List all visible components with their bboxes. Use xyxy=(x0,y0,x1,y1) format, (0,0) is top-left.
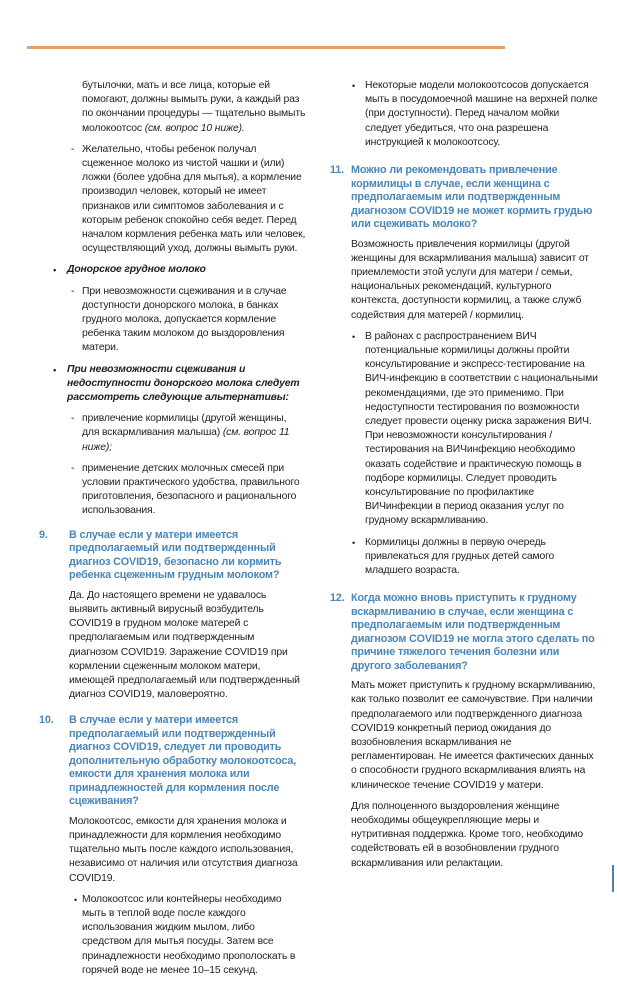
question-number: 9. xyxy=(39,528,48,541)
question-title: В случае если у матери имеется предполагаемый или подтвержденный диагноз COVID19, безопасно ли кормить ребенка сцеженным грудным молоком? xyxy=(69,528,282,582)
question-9-answer: Да. До настоящего времени не удавалось выявить активный вирусный возбудитель COVID19 в грудном молоке матерей с предполагаемым или подтвержденным диагнозом COVID19. Заражение COVID19 при кормлении сцеженным молоком матери, имеющей предполагаемый или подтвержденный диагноз COVID19, маловероятно. xyxy=(69,589,300,701)
question-title: Когда можно вновь приступить к грудному вскармливанию в случае, если женщина с предполагаемым или подтвержденным диагнозом COVID19 не могла этого сделать по причине тяжелого течения болезни или другого заболевания? xyxy=(351,592,595,672)
question-10-heading xyxy=(39,714,306,809)
question-12-answer-2: Для полноценного выздоровления женщине необходимы общеукрепляющие меры и нутритивная поддержка. Кроме того, необходимо содействовать ей в возобновлении грудного вскармливания или релактации. xyxy=(351,800,584,869)
question-11-heading xyxy=(330,164,598,232)
question-number: 11. xyxy=(330,164,344,177)
cross-reference-q11: (см. вопрос 11 ниже); xyxy=(82,427,290,453)
left-column xyxy=(39,79,306,985)
question-12-answer-1: Мать может приступить к грудному вскармливанию, как только позволит ее самочувствие. При наличии предполагаемого или подтвержденного диагноза COVID19 конкретный период ожидания до возобновления вскармливания не регламентирован. Не имеется фактических данных о способности грудного вскармливания влиять на клиническое течение COVID19 у матери. xyxy=(351,680,596,791)
continued-text: бутылочки, мать и все лица, которые ей помогают, должны вымыть руки, а каждый раз по окончании процедуры — тщательно вымыть молокоотсос xyxy=(82,80,306,134)
bullet-washing-pump: • Молокоотсос или контейнеры необходимо мыть в теплой воде после каждого использования жидким мылом, либо средством для мытья посуды. Затем все принадлежности необходимо прополоскать в горячей воде не менее 10–15 секунд. xyxy=(69,893,306,978)
question-10-answer: Молокоотсос, емкости для хранения молока и принадлежности для кормления необходимо тщательно мыть после каждого использования, независимо от наличия или отсутствия диагноза COVID19. xyxy=(69,815,298,884)
wet-nurse-text: привлечение кормилицы (другой женщины, для вскармливания малыша) xyxy=(82,413,287,439)
right-column xyxy=(330,79,598,878)
page-edge-marker xyxy=(612,865,614,892)
bullet-youngest-infants: • Кормилицы должны в первую очередь привлекаться для грудных детей самого младшего возраста. xyxy=(351,536,598,579)
dash-item-cup-feeding: - Желательно, чтобы ребенок получал сцеженное молоко из чистой чашки и (или) ложки (более удобна для мытья), а кормление производил человек, который не имеет признаков или симптомов заболевания и с которым ребенок спокойно себя ведет. Перед началом кормления ребенка мать или человек, осуществляющий уход, должны вымыть руки. xyxy=(48,143,306,257)
continued-paragraph xyxy=(48,79,306,136)
bullet-dishwasher: • Некоторые модели молокоотсосов допускается мыть в посудомоечной машине на верхней полке (при доступности). Перед началом мойки следует убедиться, что она разрешена инструкцией к молокоотсосу. xyxy=(351,79,598,150)
question-title: Можно ли рекомендовать привлечение кормилицы в случае, если женщина с предполагаемым или подтвержденным диагнозом COVID19 не может кормить грудью или сцеживать молоко? xyxy=(351,164,593,231)
question-number: 12. xyxy=(330,592,345,605)
cross-reference-q10: (см. вопрос 10 ниже). xyxy=(144,122,245,134)
dash-item-wet-nurse xyxy=(48,412,306,455)
question-9-heading xyxy=(39,528,306,583)
bullet-donor-milk: • Донорское грудное молоко xyxy=(48,263,306,277)
question-title: В случае если у матери имеется предполагаемый или подтвержденный диагноз COVID19, следует ли проводить дополнительную обработку молокоотсоса, емкости для хранения молока или принадлежностей для кормления после сцеживания? xyxy=(69,714,297,808)
bullet-alternatives: • При невозможности сцеживания и недоступности донорского молока следует рассмотреть следующие альтернативы: xyxy=(48,363,306,406)
question-11-answer: Возможность привлечения кормилицы (другой женщины для вскармливания малыша) зависит от приемлемости этой услуги для матери / семьи, национальных рекомендаций, культурного контекста, доступности кормилиц, а также служб содействия для матерей / кормилиц. xyxy=(351,238,589,321)
question-number: 10. xyxy=(39,714,54,727)
dash-item-formula: - применение детских молочных смесей при условии практического удобства, правильного приготовления, безопасного и рационального использования. xyxy=(48,462,306,519)
dash-item-donor-milk: - При невозможности сцеживания и в случае доступности донорского молока, в банках грудного молока, допускается кормление ребенка таким молоком до выздоровления матери. xyxy=(48,285,306,356)
question-12-heading xyxy=(330,592,598,673)
header-accent-rule xyxy=(27,46,505,49)
bullet-hiv-counseling: • В районах с распространением ВИЧ потенциальные кормилицы должны пройти консультирование и экспресс-тестирование на ВИЧ-инфекцию в соответствии с национальными рекомендациями, где это применимо. При недоступности тестирования по возможности следует провести оценку риска заражения ВИЧ. При невозможности консультирования / тестирования на ВИЧинфекцию необходимо оказать содействие и практическую помощь в подборе кормилицы. Следует проводить консультирование по профилактике ВИЧинфекции в период оказания услуг по грудному вскармливанию. xyxy=(351,330,598,529)
